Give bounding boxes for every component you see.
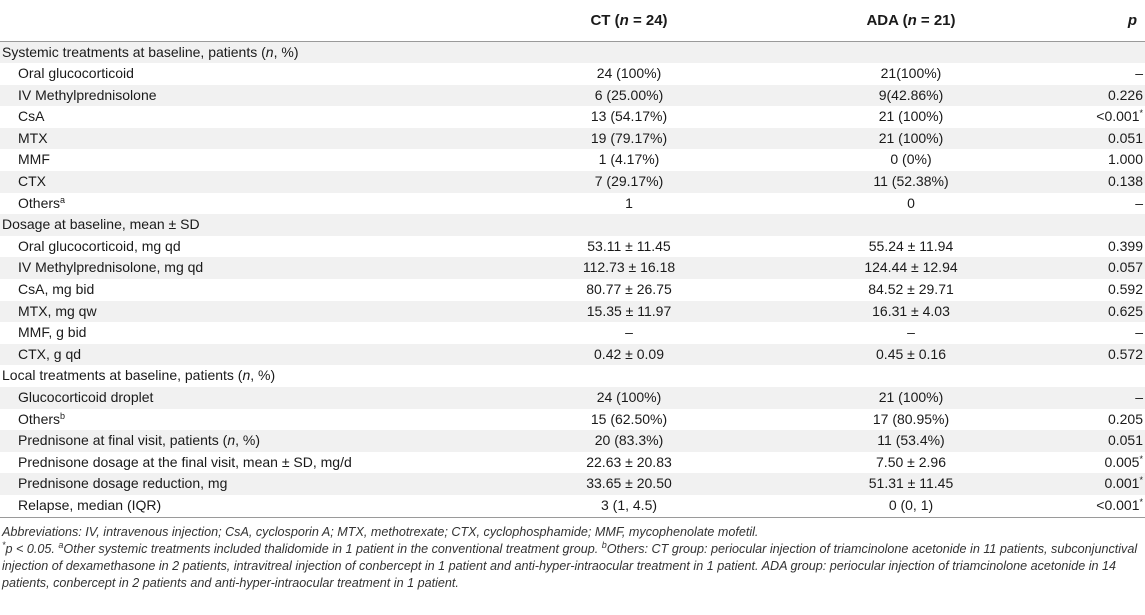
cell-ct: – (470, 322, 788, 344)
row-label: CsA (0, 106, 470, 128)
table-row (0, 193, 1145, 215)
cell-p-value (1034, 214, 1145, 236)
section-heading: Local treatments at baseline, patients (n, %) (0, 365, 470, 387)
cell-p-value: – (1034, 387, 1145, 409)
table-row (0, 301, 1145, 323)
cell-ada: 124.44 ± 12.94 (788, 257, 1034, 279)
cell-p-value: 0.001* (1034, 473, 1145, 495)
cell-ct: 7 (29.17%) (470, 171, 788, 193)
row-label: IV Methylprednisolone (0, 85, 470, 107)
cell-ada: 16.31 ± 4.03 (788, 301, 1034, 323)
footnote-details: *p < 0.05. $^a$Other systemic treatments included thalidomide in 1 patient in the conventional treatment group. $^b$Others: CT group: periocular injection of triamcinolone acetonide in 11 patients, subconjunctival injection of dexamethasone in 2 patients, intravitreal injection of conbercept in 1 patient and anti-hyper-intraocular treatment in 1 patient. ADA group: periocular injection of triamcinolone acetonide in 14 patients, conbercept in 2 patients and anti-hyper-intraocular treatment in 1 patient. (2, 539, 1138, 590)
header-p: p (1034, 0, 1145, 41)
header-ct: CT (n = 24) (470, 0, 788, 41)
table-header (0, 0, 1145, 41)
cell-p-value: 0.051 (1034, 430, 1145, 452)
cell-ada (788, 365, 1034, 387)
cell-ada (788, 41, 1034, 63)
cell-ada: 11 (53.4%) (788, 430, 1034, 452)
cell-ct: 1 (470, 193, 788, 215)
cell-p-value: 0.005* (1034, 452, 1145, 474)
cell-p-value: <0.001* (1034, 106, 1145, 128)
cell-ct: 53.11 ± 11.45 (470, 236, 788, 258)
cell-ct: 0.42 ± 0.09 (470, 344, 788, 366)
cell-ada: 21(100%) (788, 63, 1034, 85)
cell-p-value: 0.572 (1034, 344, 1145, 366)
table-row (0, 344, 1145, 366)
table-row (0, 452, 1145, 474)
cell-p-value (1034, 365, 1145, 387)
row-label: MTX (0, 128, 470, 150)
section-heading: Systemic treatments at baseline, patients (n, %) (0, 41, 470, 63)
table-row (0, 473, 1145, 495)
table-row (0, 387, 1145, 409)
row-label: Prednisone dosage reduction, mg (0, 473, 470, 495)
cell-ada: – (788, 322, 1034, 344)
cell-p-value: – (1034, 63, 1145, 85)
row-label: Relapse, median (IQR) (0, 495, 470, 517)
cell-ada (788, 214, 1034, 236)
table-row (0, 128, 1145, 150)
cell-ct: 13 (54.17%) (470, 106, 788, 128)
table-row (0, 409, 1145, 431)
table-row (0, 41, 1145, 63)
cell-ct: 3 (1, 4.5) (470, 495, 788, 517)
cell-p-value: 0.138 (1034, 171, 1145, 193)
table-row (0, 279, 1145, 301)
cell-p-value: 0.625 (1034, 301, 1145, 323)
row-label: CTX, g qd (0, 344, 470, 366)
row-label: MMF, g bid (0, 322, 470, 344)
cell-ada: 21 (100%) (788, 128, 1034, 150)
cell-p-value: – (1034, 193, 1145, 215)
header-blank (0, 0, 470, 41)
cell-p-value: 0.051 (1034, 128, 1145, 150)
cell-p-value: 1.000 (1034, 149, 1145, 171)
row-label: Glucocorticoid droplet (0, 387, 470, 409)
row-label: CTX (0, 171, 470, 193)
footnote-abbreviations: Abbreviations: IV, intravenous injection; CsA, cyclosporin A; MTX, methotrexate; CTX, cyclophosphamide; MMF, mycophenolate mofetil. (2, 524, 759, 539)
cell-p-value: <0.001* (1034, 495, 1145, 517)
table-body (0, 41, 1145, 517)
cell-ada: 11 (52.38%) (788, 171, 1034, 193)
row-label: CsA, mg bid (0, 279, 470, 301)
table-row (0, 322, 1145, 344)
cell-ct: 112.73 ± 16.18 (470, 257, 788, 279)
table-row (0, 106, 1145, 128)
cell-ada: 17 (80.95%) (788, 409, 1034, 431)
cell-p-value: – (1034, 322, 1145, 344)
cell-ada: 51.31 ± 11.45 (788, 473, 1034, 495)
cell-p-value: 0.226 (1034, 85, 1145, 107)
cell-ct: 1 (4.17%) (470, 149, 788, 171)
cell-ada: 0.45 ± 0.16 (788, 344, 1034, 366)
cell-ct: 15 (62.50%) (470, 409, 788, 431)
table-row (0, 257, 1145, 279)
table-row (0, 236, 1145, 258)
row-label: Prednisone dosage at the final visit, mean ± SD, mg/d (0, 452, 470, 474)
cell-p-value: 0.057 (1034, 257, 1145, 279)
cell-p-value: 0.205 (1034, 409, 1145, 431)
cell-ct: 24 (100%) (470, 63, 788, 85)
cell-ada: 84.52 ± 29.71 (788, 279, 1034, 301)
cell-ada: 21 (100%) (788, 387, 1034, 409)
cell-p-value: 0.592 (1034, 279, 1145, 301)
cell-ct: 19 (79.17%) (470, 128, 788, 150)
row-label: Prednisone at final visit, patients (n, %) (0, 430, 470, 452)
cell-p-value: 0.399 (1034, 236, 1145, 258)
table-row (0, 495, 1145, 517)
cell-ada: 21 (100%) (788, 106, 1034, 128)
row-label: MTX, mg qw (0, 301, 470, 323)
cell-ct: 33.65 ± 20.50 (470, 473, 788, 495)
cell-ct (470, 214, 788, 236)
cell-ct (470, 365, 788, 387)
cell-ct: 20 (83.3%) (470, 430, 788, 452)
row-label: Oral glucocorticoid (0, 63, 470, 85)
row-label: Oral glucocorticoid, mg qd (0, 236, 470, 258)
cell-ct: 24 (100%) (470, 387, 788, 409)
table-row (0, 214, 1145, 236)
cell-ada: 0 (0, 1) (788, 495, 1034, 517)
cell-ada: 7.50 ± 2.96 (788, 452, 1034, 474)
cell-ada: 0 (788, 193, 1034, 215)
cell-ct: 22.63 ± 20.83 (470, 452, 788, 474)
cell-ada: 55.24 ± 11.94 (788, 236, 1034, 258)
cell-ada: 0 (0%) (788, 149, 1034, 171)
table-row (0, 63, 1145, 85)
cell-ada: 9(42.86%) (788, 85, 1034, 107)
row-label: MMF (0, 149, 470, 171)
table-row (0, 85, 1145, 107)
table-row (0, 430, 1145, 452)
cell-ct: 6 (25.00%) (470, 85, 788, 107)
cell-ct (470, 41, 788, 63)
table-row (0, 149, 1145, 171)
table-row (0, 365, 1145, 387)
row-label: Others$^b$ (0, 409, 470, 431)
cell-ct: 80.77 ± 26.75 (470, 279, 788, 301)
cell-ct: 15.35 ± 11.97 (470, 301, 788, 323)
table-row (0, 171, 1145, 193)
cell-p-value (1034, 41, 1145, 63)
header-ada: ADA (n = 21) (788, 0, 1034, 41)
section-heading: Dosage at baseline, mean ± SD (0, 214, 470, 236)
row-label: IV Methylprednisolone, mg qd (0, 257, 470, 279)
footnotes (0, 518, 1145, 592)
row-label: Others$^a$ (0, 193, 470, 215)
